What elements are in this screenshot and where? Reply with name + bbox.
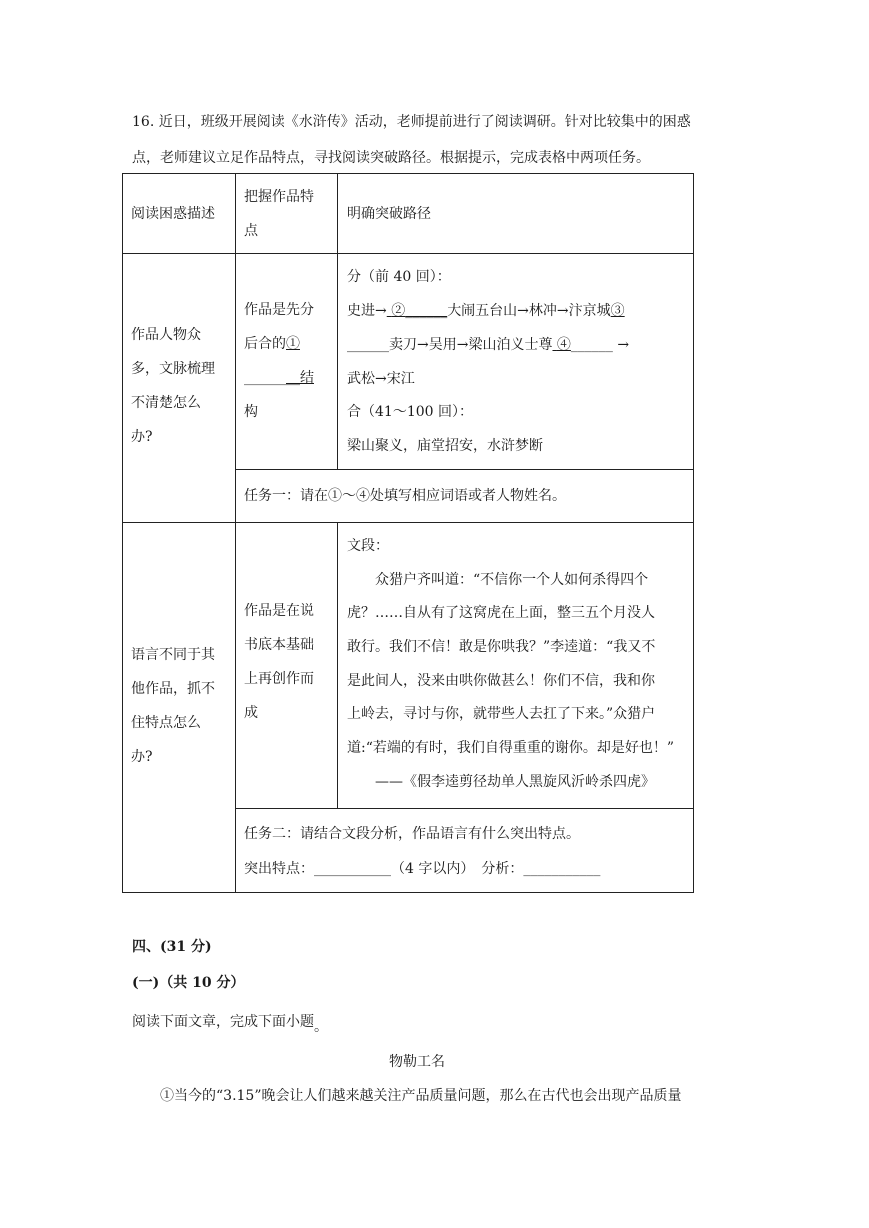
blank-1[interactable]: ① <box>286 336 300 352</box>
task-two: 任务二：请结合文段分析，作品语言有什么突出特点。 突出特点：___________（4 字以内） 分析：___________ <box>236 809 694 893</box>
task-two-answer-line[interactable]: 突出特点：___________（4 字以内） 分析：___________ <box>244 861 601 877</box>
table-row-2 <box>123 523 694 809</box>
row1-confusion: 作品人物众 多，文脉梳理 不清楚怎么 办? <box>123 254 236 523</box>
question-line-1: 16. 近日，班级开展阅读《水浒传》活动，老师提前进行了阅读调研。针对比较集中的困惑 <box>132 114 691 130</box>
article-paragraph-1: ①当今的“3.15”晚会让人们越来越关注产品质量问题，那么在古代也会出现产品质量 <box>160 1088 682 1104</box>
blank-3[interactable]: ③ <box>610 303 625 319</box>
table-row-1 <box>123 254 694 470</box>
reading-table <box>122 173 694 893</box>
row1-feature: 作品是先分 后合的① ________结 构 <box>236 254 338 470</box>
table-header-row <box>123 174 694 254</box>
blank-2[interactable]: ②______ <box>391 303 448 319</box>
subsection-heading: (一)（共 10 分） <box>132 975 245 991</box>
header-confusion: 阅读困惑描述 <box>123 174 236 254</box>
header-path: 明确突破路径 <box>338 174 694 254</box>
header-feature: 把握作品特 点 <box>236 174 338 254</box>
blank-3-line[interactable]: ______ <box>347 337 389 353</box>
row2-confusion: 语言不同于其 他作品，抓不 住特点怎么 办? <box>123 523 236 893</box>
blank-1-line[interactable]: ______ <box>244 370 286 386</box>
question-line-2: 点，老师建议立足作品特点，寻找阅读突破路径。根据提示，完成表格中两项任务。 <box>132 150 650 166</box>
instruction: 阅读下面文章，完成下面小题。 <box>132 1014 328 1035</box>
passage-source: ——《假李逵剪径劫单人黑旋风沂岭杀四虎》 <box>375 774 655 790</box>
row1-path: 分（前 40 回）： 史进→ ②______大闹五台山→林冲→汴京城③ ______卖刀→吴用→梁山泊义士尊 ④______ → 武松→宋江 合（41～100 回）： 梁山聚义，庙堂招安，水浒梦断 <box>338 254 694 470</box>
row2-feature: 作品是在说 书底本基础 上再创作而 成 <box>236 523 338 809</box>
article-title: 物勒工名 <box>389 1054 445 1070</box>
section-heading: 四、(31 分) <box>132 939 212 955</box>
task-one: 任务一：请在①～④处填写相应词语或者人物姓名。 <box>236 470 694 523</box>
blank-4[interactable]: ④ <box>556 337 571 353</box>
row2-passage: 文段： 众猎户齐叫道：“不信你一个人如何杀得四个 虎？……自从有了这窝虎在上面，整三五个月没人 敢行。我们不信！敢是你哄我？”李逵道：“我又不 是此间人，没来由哄你做甚么！你们不信，我和你 上岭去，寻讨与你，就带些人去扛了下来。”众猎户 道:“若端的有时，我们自得重重的谢你。却是好也！” ——《假李逵剪径劫单人黑旋风沂岭杀四虎》 <box>338 523 694 809</box>
